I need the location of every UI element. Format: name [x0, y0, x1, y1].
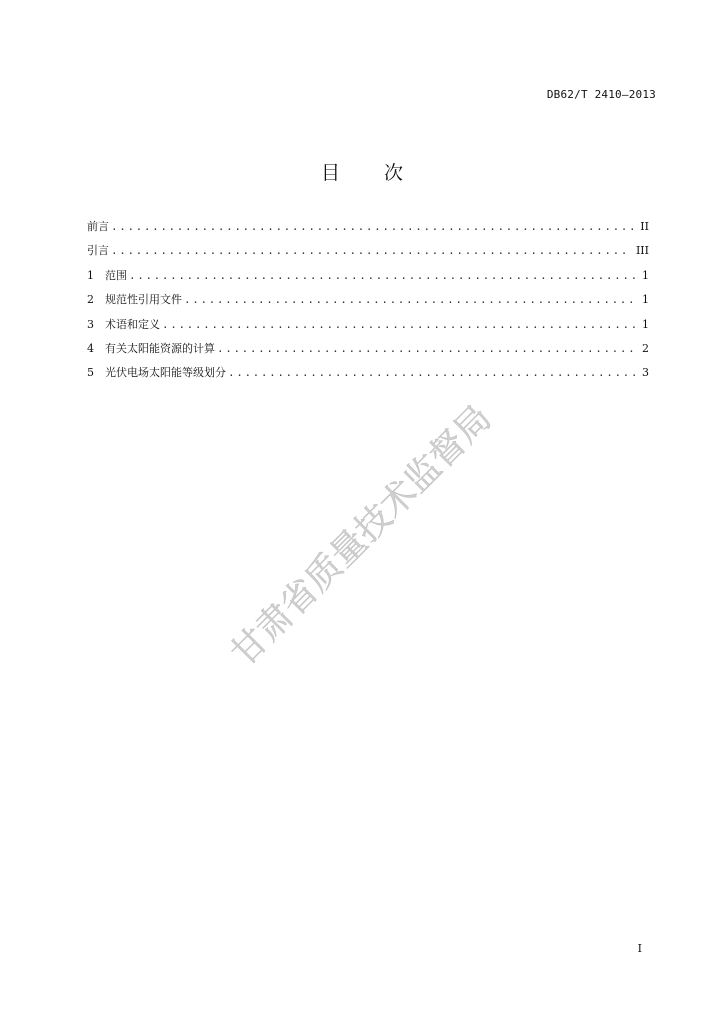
- toc-entry-page: 1: [642, 293, 649, 307]
- toc-dot-leader: [111, 218, 634, 236]
- toc-entry-label: 有关太阳能资源的计算: [105, 341, 215, 355]
- toc-entry-label: 规范性引用文件: [105, 293, 182, 307]
- toc-entry-number: 3: [87, 317, 94, 331]
- title-char-2: 次: [384, 162, 404, 184]
- toc-entry-number: 4: [87, 341, 94, 355]
- page-number: I: [637, 942, 642, 955]
- page-title: [0, 158, 724, 185]
- toc-entry-page: 1: [642, 268, 649, 282]
- toc-dot-leader: [129, 267, 636, 285]
- toc-dot-leader: [228, 364, 636, 382]
- toc-entry-scope[interactable]: [87, 267, 649, 291]
- toc-entry-page: 2: [642, 341, 649, 355]
- toc-entry-page: 3: [642, 366, 649, 380]
- toc-entry-number: 5: [87, 366, 94, 380]
- document-number: DB62/T 2410—2013: [546, 88, 656, 101]
- table-of-contents: [87, 218, 649, 389]
- toc-entry-label: 术语和定义: [105, 317, 160, 331]
- toc-dot-leader: [217, 340, 636, 358]
- toc-entry-foreword[interactable]: [87, 218, 649, 242]
- watermark-text: 甘肃省质量技术监督局: [223, 398, 500, 674]
- toc-entry-number: 1: [87, 268, 94, 282]
- toc-entry-label: 引言: [87, 244, 109, 258]
- toc-entry-page: II: [640, 220, 649, 233]
- toc-dot-leader: [162, 316, 636, 334]
- toc-dot-leader: [111, 242, 630, 260]
- toc-entry-page: III: [635, 244, 649, 258]
- toc-entry-normative-references[interactable]: [87, 291, 649, 315]
- toc-entry-label: 光伏电场太阳能等级划分: [105, 366, 226, 380]
- toc-entry-introduction[interactable]: [87, 242, 649, 266]
- toc-entry-number: 2: [87, 293, 94, 307]
- toc-entry-page: 1: [642, 317, 649, 331]
- toc-entry-label: 前言: [87, 220, 109, 233]
- toc-entry-terms[interactable]: [87, 316, 649, 340]
- toc-dot-leader: [184, 291, 636, 309]
- toc-entry-calculation[interactable]: [87, 340, 649, 364]
- toc-entry-grading[interactable]: [87, 364, 649, 388]
- toc-entry-label: 范围: [105, 268, 127, 282]
- title-char-1: 目: [320, 162, 340, 184]
